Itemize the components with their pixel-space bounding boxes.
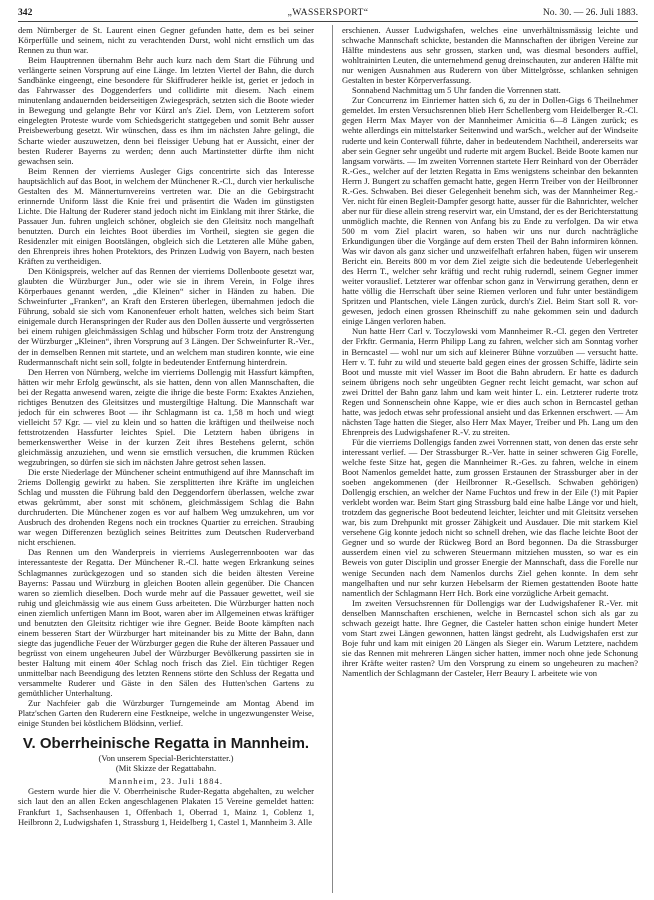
paragraph: Das Rennen um den Wanderpreis in vierriems Auslegerrennbooten war das interessanteste der Regatta. Der Münchener R.-Cl. hatte wegen Erkrankung seines Schlagmannes zurückgezogen und so standen sich die beiden ältesten Vereine Bayerns: Passau und Würzburg in gleichen Booten allein gegenüber. Die Chancen waren so ziemlich dieselben. Doch wurde mehr auf die Passauer gewettet, weil sie ruhig und gleichmässig wie aus einem Guss arbeiteten. Die Würzburger hatten noch einen ziemlich unfertigen Mann im Boot, waren aber im Allgemeinen etwas kräftiger und benutzten den Gleitsitz richtiger wie ihre Gegner. Beide Boote kämpften nach einem besseren Start der Würzburger hart miteinander bis zu Mitte der Bahn, dann siegte das jugendliche Feuer der Würzburger gegen die Ruhe der älteren Passauer und begrüsst von einem ungeheuren Jubel der Würzburger Bevölkerung passirten sie in bester Haltung mit einem 40er Schlag noch frisch das Ziel. Ein tüchtiger Regen unmittelbar nach Beendigung des letzten Rennens störte den Schluss der Regatta und versammelte Ruderer und Gäste in den Sälen des Hutten'schen Gartens zu gemüthlicher Unterhaltung. — [18, 547, 314, 699]
section-subtitle: (Von unserem Special-Berichterstatter.) — [98, 753, 234, 764]
paragraph: Beim Hauptrennen übernahm Behr auch kurz nach dem Start die Führung und verlängerte seinen Vorsprung auf eine Länge. Im letzten Viertel der Bahn, die durch Sandbänke eingeengt, eine besondere für Skiffruderer heikle ist, geriet er jedoch in das Fahrwasser des Doggenderfers und collidirte mit diesem. Nach einem minutenlang andauernden beiderseitigen Zwiegespräch, setzten sich die Boote wieder in Bewegung und gelangte Behr vor Kürzl an's Ziel. Dem, von Letzterem sofort eingelegten Proteste wurde vom Schiedsgericht stattgegeben und somit Behr ausser Preisbewerbung gesetzt. Wir wünschen, dass es ihm im nächsten Jahre gelingt, die Scharte wieder auszuwetzen, denn bei fleissiger Uebung hat er Aussicht, einer der besten Ruderer Bayerns zu werden; denn auch Martinstetter dürfte ihm nicht gewachsen sein. — [18, 55, 314, 166]
paragraph: Für die vierriems Dollengigs fanden zwei Vorrennen statt, von denen das erste sehr interessant verlief. — Der Strassburger R.-Ver. hatte in seiner schweren Gig Forelle, welche feste Sitze hat, gegen die Mannheimer R.-Ges. zu fahren, welche in einem Boot Namenlos gemeldet hatte, zum grossen Erstaunen der Strassburger aber in der soeben angekommenen (der Heilbronner R.-Gesellsch. Schwaben gehörigen) Dollengig erschien, an welcher der Name Fuchtos und frew in der Eile (!) mit Papier verklebt worden war. Beim Start ging Strassburg bald eine halbe Länge vor und hielt, trotzdem das gegnerische Boot bedeutend leichter, leichter und mit Gleitsitz versehen war, bis zum Drehpunkt mit grosser Zähigkeit und Ausdauer. Die mit starkem Kiel versehene Gig konnte jedoch nicht so schnell drehen, wie das flache leichte Boot der Gegner und so wurde der Rückweg Bord an Bord begonnen. Da die Strassburger ausserdem einen viel zu schweren Steuermann mitziehen mussten, so war es ein Beweis von guter Disciplin und grosser Energie der Mannschaft, dass die Forelle nur wenige Secunden nach dem Namenlos durchs Ziel gehen konnte. In dem sehr mangelhaften und nur sehr kurzen Hebelsarm der Riemen gestattenden Boote hatte namentlich der Schlagmann Herr Hch. Bork eine vorzügliche Arbeit gemacht. — [342, 436, 638, 598]
paragraph: Gestern wurde hier die V. Oberrheinische Ruder-Regatta abgehalten, zu welcher sich laut den an allen Ecken angeschlagenen Plakaten 15 Vereine gemeldet hatten: Frankfurt 1, Sachsenhausen 1, Offenbach 1, Oberrad 1, Mainz 1, Coblenz 1, Heilbronn 2, Ludwigshafen 1, Strassburg 1, Heidelberg 1, Castel 1, Mannheim 3. Alle — [18, 786, 314, 827]
paragraph: Zur Nachfeier gab die Würzburger Turngemeinde am Montag Abend im Platz'schen Garten den Ruderern eine Festkneipe, welche in ungezwungenster Weise, einige Stunden bei köstlichem Blödsinn, verlief. — [18, 698, 314, 729]
left-column — [18, 25, 314, 893]
paragraph: Den Königspreis, welcher auf das Rennen der vierriems Dollenboote gesetzt war, glaubten die Würzburger Jun., oder wie sie in ihrem Verein, in Folge ihres Körperbaues genannt werden, „die Kleinen“ sicher in Händen zu haben. Die Schweinfurter „Franken“, an Kraft den Ersteren überlegen, übernahmen jedoch die Führung, sobald sie sich vom Kanonenfeuer erholt hatten, welches sich beim Start einigemale durch Heranspringen der Ruder aus den Dollen äusserte und vergrösserten bei einem ruhigen gleichmässigen Schlag und hübscher Form trotz der Anstrengung der Würzburger „Kleinen“, ihren Vorsprung auf 3 Längen. Der Schweinfurter R.-Ver., der in demselben Rennen mit startete, und an welchem man studiren konnte, wie eine Rudermannschaft nicht sein soll, folgte in bedeutender Entfernung hinterdrein. — [18, 266, 314, 367]
column-divider — [332, 25, 333, 893]
section-heading: V. Oberrheinische Regatta in Mannheim. — [22, 735, 310, 753]
paragraph: Die erste Niederlage der Münchener scheint entmuthigend auf ihre Mannschaft im 2riems Dollengig gewirkt zu haben. Sie zersplitterten ihre Kräfte im ungleichen Schlag und mussten die Führung bald den Deggendorfern überlassen, welche zwar etwas gekrümmt, aber sonst mit schönem, gleichmässigem Schlag die Bahn durchruderten. Die Münchener zogen es vor auf halbem Weg umzukehren, um vor Ausbruch des drohenden Regens noch ein trocknes Quartier zu erreichen. Straubing war wegen Differenzen bezüglich seines Beitrittes zum Deutschen Ruderverband nicht erschienen. — [18, 467, 314, 548]
paragraph: Den Herren von Nürnberg, welche im vierriems Dollengig mit Hassfurt kämpften, hätten wir mehr Erfolg gewünscht, als sie hatten, denn von allen Mannschaften, die bei der Regatta anwesend waren, zeigte die ihrige die beste Form: Exaktes Anziehen, richtiges Benutzen des Gleitsitzes und mustergiltige Haltung. Die Mannschaft war jedoch für ein schweres Boot — ihr Schlagmann ist ca. 1,58 m hoch und wiegt vielleicht 57 Kgr. — viel zu klein und so hatten die kräftigen und theilweise noch fettstrotzenden Hassfurter leichtes Spiel. Die Letztern haben übrigens in bemerkenswerther Weise in der kurzen Zeit ihres Bestehens gelernt, schön gleichmässig anzuziehen, und wenn sie ernstlich versuchen, die krummen Rücken wegzubringen, so dürfen sie sich im nächsten Jahre getrost sehen lassen. — [18, 366, 314, 468]
paragraph: erschienen. Ausser Ludwigshafen, welches eine unverhältnissmässig leichte und schwache Mannschaft schickte, bestanden die Mannschaften der übrigen Vereine zur Hälfte mindestens aus sehr grossen, starken und, was diesmal besonders auffiel, wohltrainirten Leuten, die unternehmend genug dreinschauten, zur anderen Hälfte mit nur wenigen Ausnahmen aus Ruderern von über Mittelgrösse, schlanken sehnigen Gestalten in bester Körperverfassung. — [342, 25, 638, 86]
paragraph: dem Nürnberger de St. Laurent einen Gegner gefunden hatte, dem es bei seiner Körperfülle und seinem, nicht zu verachtenden Durst, wohl nicht ernstlich um das Rennen zu thun war. — [18, 25, 314, 56]
paragraph: Zur Concurrenz im Einriemer hatten sich 6, zu der in Dollen-Gigs 6 Theilnehmer gemeldet. Im ersten Versuchsrennen blieb Herr Schellenberg vom Heidelberger R.-Cl. gegen Herrn Max Mayer von der Mannheimer Amicitia 6—8 Längen zurück; es wehte allerdings ein mittelstarker Seitenwind und warSch., welcher auf der Windseite ruderte und kein Conterwall führte, daher in bedeutendem Nachtheil, andererseits war aber sein Gegner sehr ungeübt und ruderte mit argem Buckel. Beide Boote kamen nur langsam vorwärts. — Im zweiten Vorrennen startete Herr Reinhard von der Oberräder R.-Ges., welcher auf der letzten Regatta in Ems wenigstens scheinbar den bekannten Herrn J. Bungert zu schaffen gemacht hatte, gegen Herrn Treiber von der Heilbronner R.-Ges. Schwaben. Bei dieser Gelegenheit benehm sich, was der Mannheimer Reg.-Ver. nicht für einen Begleit-Dampfer gesorgt hatte, ausser für die Bahnrichter, welcher aber nur für diese allein streng reservirt war, ein Umstand, der es der Berichterstattung unmöglich machte, die Rennen von Anfang bis zu Ende zu verfolgen. Da wir etwa 500 m vom Ziel placirt waren, so haben wir uns nur durch nachträgliche Erkundigungen über die Vorgänge auf dem ersten Theil der Bahn informiren können. Was wir davon als ganz sicher und unzweifelhaft erfahren haben, fügen wir unserem Bericht ein. Bereits 800 m vor dem Ziel zeigte sich die bedeutende Ueberlegenheit des Herrn T., welcher sehr kräftig und recht ruhig ruderndl, seinem Gegner immer weiter vorauslief. Letzterer war offenbar schon ganz in Verwirrung gerathen, denn er hatte völlig die Herrschaft über seine Riemen verloren und fuhr unter beständigem Spritzen und Plantschen, viele Längen zurück, durch's Ziel. Beim Start soll R. vor-gewesen, jedoch einen grossen Rheinschiff zu nahe gekommen sein und dadurch einige Längen verloren haben. — [342, 95, 638, 327]
paragraph: Beim Rennen der vierriems Ausleger Gigs concentrirte sich das Interesse hauptsächlich auf das Boot, in welchem der Münchener R.-Cl., durch vier herkulische Gestalten des M. Männerturnvereins vertreten war. Die an die Gebirgstracht erinnernde Uniform lässt die Knie frei und präsentirt die Waden im günstigsten Lichte. Die Haltung der Ruderer stand jedoch nicht im Einklang mit ihrer Stärke, die Passauer Jun. fuhren ungleich schöner, obgleich sie den Gleitsitz noch mangelhaft benutzten. Durch ein leichtes Boot überdies im Vortheil, siegten sie gegen die Residenzler mit einigen Bootslängen, obgleich sich die Letzteren alle Mühe gaben, den Ehrenpreis ihres hohen Protektors, des Prinzen Ludwig von Bayern, nach besten Kräften zu vertheidigen. — [18, 165, 314, 267]
paragraph: Im zweiten Versuchsrennen für Dollengigs war der Ludwigshafener R.-Ver. mit denselben Mannschaften erschienen, welche in Berncastel schon sich als gar zu schwach gezeigt hatte. Ihre Gegner, die Casteler hatten schon einige hundert Meter vom Start zwei Längen gewonnen, hatten längst gedreht, als Ludwigshafen erst zur Boje fuhr und kam mit einigen 20 Längen als Sieger ein. Warum Letztere, nachdem sie das Rennen mit mehreren Längen sicher hatten, immer noch ohne jede Schonung ihrer Kräfte weiter rasten? Um den Vorsprung zu einem so ungeheuren zu machen? Namentlich der Schlagmann der Casteler, Herr Beaury I. arbeitete wie von — [342, 597, 638, 678]
dateline: Mannheim, 23. Juli 1884. — [108, 776, 224, 787]
paragraph: Sonnabend Nachmittag um 5 Uhr fanden die Vorrennen statt. — [352, 85, 561, 96]
page-number: 342 — [18, 7, 33, 18]
page-header — [18, 6, 638, 20]
section-subtitle-sketch: (Mit Skizze der Regattabahn. — [115, 763, 217, 774]
header-rule — [18, 21, 638, 22]
right-column — [342, 25, 638, 893]
journal-title: „WASSERSPORT“ — [287, 7, 369, 18]
issue-date: No. 30. — 26. Juli 1883. — [542, 7, 638, 18]
paragraph: Nun hatte Herr Carl v. Toczylowski vom Mannheimer R.-Cl. gegen den Vertreter der Frkftr. Germania, Herrn Philipp Lang zu fahren, welcher sich am Sonntag vorher in Berncastel — wohl nur um sich auf kleinerer Bühne vorzuüben — versucht hatte. Herr v. T. fuhr zu wild und steuerte bald gegen eines der grossen Schiffe, lädirte sein Boot und musste mit viel Wasser im Boot die Bahn abrudern. Er hatte es dadurch seinem übrigens noch sehr ungeübten Gegner recht leicht gemacht, war schon auf zwei Drittel der Bahn ganz lahm und kam weit hinter L. ein. Letzterer ruderte trotz Regen und Sonnenschein ohne Kappe, wie er dies auch schon in Berncastel gethan hatte, was jedoch etwas sehr professional ansieht und das Erkennen erschwert. — Am nächsten Tage hatten die Sieger, also Herr Max Mayer, Treiber und Ph. Lang um den Ehrenpreis des Ludwigshafener R.-V. zu streiten. — [342, 326, 638, 437]
